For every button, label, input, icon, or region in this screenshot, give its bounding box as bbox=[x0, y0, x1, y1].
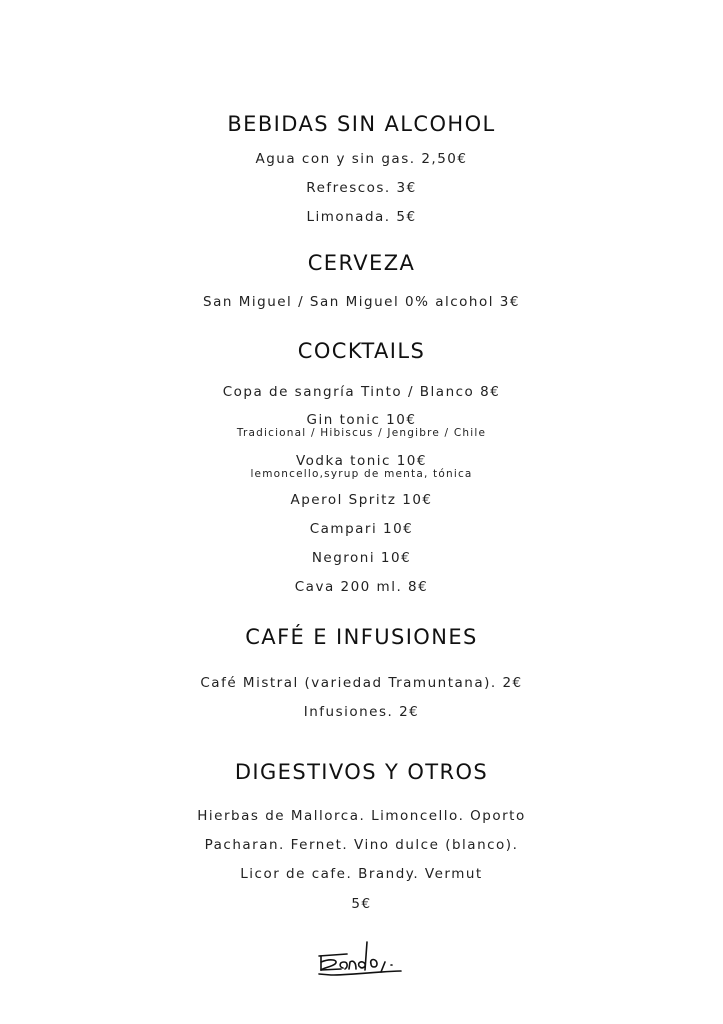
section-heading-cerveza: CERVEZA bbox=[307, 251, 416, 275]
section-heading-sin-alcohol: BEBIDAS SIN ALCOHOL bbox=[227, 112, 496, 136]
menu-item: Cava 200 ml. 8€ bbox=[294, 579, 429, 595]
menu-item-note: lemoncello,syrup de menta, tónica bbox=[250, 468, 473, 480]
menu-item: Refrescos. 3€ bbox=[306, 180, 417, 196]
menu-item: San Miguel / San Miguel 0% alcohol 3€ bbox=[203, 294, 520, 310]
section-heading-cafe: CAFÉ E INFUSIONES bbox=[245, 625, 478, 649]
menu-item: Hierbas de Mallorca. Limoncello. Oporto bbox=[197, 808, 526, 824]
menu-item: Agua con y sin gas. 2,50€ bbox=[255, 151, 468, 167]
menu-item: Pacharan. Fernet. Vino dulce (blanco). bbox=[204, 837, 519, 853]
menu-item: Campari 10€ bbox=[309, 521, 414, 537]
menu-item: Copa de sangría Tinto / Blanco 8€ bbox=[222, 384, 501, 400]
menu-item: Infusiones. 2€ bbox=[303, 704, 420, 720]
menu-item: Café Mistral (variedad Tramuntana). 2€ bbox=[200, 675, 523, 691]
section-heading-cocktails: COCKTAILS bbox=[297, 339, 426, 363]
menu-item: Aperol Spritz 10€ bbox=[290, 492, 433, 508]
menu-item-note: Tradicional / Hibiscus / Jengibre / Chile bbox=[236, 427, 487, 439]
section-heading-digestivos: DIGESTIVOS Y OTROS bbox=[234, 760, 489, 784]
menu-item: Negroni 10€ bbox=[311, 550, 412, 566]
menu-item: 5€ bbox=[351, 896, 372, 912]
menu-item: Licor de cafe. Brandy. Vermut bbox=[240, 866, 483, 882]
menu-item: Gin tonic 10€ bbox=[306, 412, 417, 428]
menu-item: Vodka tonic 10€ bbox=[295, 453, 427, 469]
menu-item: Limonada. 5€ bbox=[306, 209, 417, 225]
bando-logo-icon bbox=[311, 934, 421, 982]
